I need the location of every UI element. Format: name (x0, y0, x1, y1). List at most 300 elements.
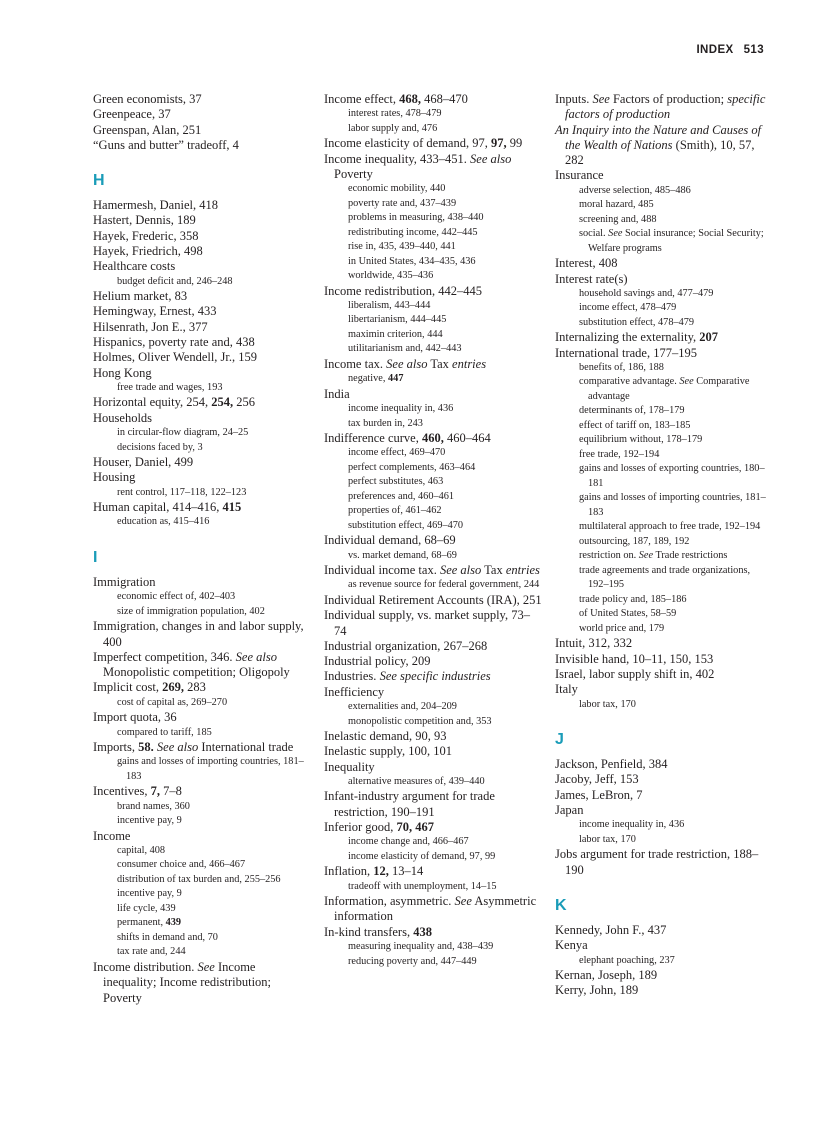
entry-text: distribution of tax burden and, 255–256 (117, 873, 281, 885)
index-entry (93, 680, 311, 695)
italic-text: See (197, 959, 215, 974)
entry-text: Tax (481, 563, 506, 578)
entry-text: Inelastic demand, 90, 93 (324, 729, 447, 744)
entry-text: 468–470 (420, 92, 468, 106)
entry-text: labor supply and, 476 (348, 122, 438, 134)
index-subentry (555, 535, 773, 550)
index-entry (555, 346, 773, 361)
entry-text: shifts in demand and, 70 (117, 931, 218, 943)
entry-text: Inefficiency (324, 684, 385, 699)
entry-text: Infant-industry argument for trade restriction, 190–191 (324, 789, 495, 819)
index-entry (93, 289, 311, 304)
entry-text: 283 (183, 680, 206, 695)
index-subentry (555, 375, 773, 404)
entry-text: externalities and, 204–209 (348, 701, 457, 713)
page-ref-bold: 447 (388, 373, 404, 385)
entry-text: moral hazard, 485 (579, 199, 654, 211)
index-subentry (93, 515, 311, 530)
entry-text: Individual Retirement Accounts (IRA), 251 (324, 592, 542, 607)
entry-text: Kenya (555, 938, 588, 953)
entry-text: Inelastic supply, 100, 101 (324, 744, 452, 759)
index-subentry (324, 197, 542, 212)
page-ref-bold: 460, (421, 431, 444, 446)
entry-text: poverty rate and, 437–439 (348, 197, 457, 209)
index-subentry (555, 491, 773, 520)
index-entry (93, 335, 311, 350)
index-entry (555, 772, 773, 787)
index-subentry (324, 940, 542, 955)
italic-text: See (592, 92, 610, 106)
entry-text: Houser, Daniel, 499 (93, 455, 194, 470)
italic-text: See also (235, 649, 277, 664)
entry-text: income inequality in, 436 (579, 819, 685, 831)
entry-text: Industrial organization, 267–268 (324, 638, 488, 653)
entry-text: 460–464 (443, 431, 491, 446)
entry-text: gains and losses of importing countries, 181–183 (117, 756, 304, 782)
index-subentry (324, 255, 542, 270)
index-subentry (555, 184, 773, 199)
section-letter (555, 896, 773, 916)
index-entry (324, 789, 542, 820)
italic-text: See also (470, 151, 512, 166)
index-subentry (555, 462, 773, 491)
entry-text: Social insurance; Social Security; Welfare programs (588, 228, 764, 254)
index-subentry (324, 850, 542, 865)
entry-text: 99 (506, 136, 523, 151)
entry-text: benefits of, 186, 188 (579, 361, 664, 373)
entry-text: Healthcare costs (93, 259, 176, 274)
index-entry (93, 213, 311, 228)
entry-text: Hayek, Friedrich, 498 (93, 244, 203, 259)
entry-text: interest rates, 478–479 (348, 108, 442, 120)
index-subentry (93, 696, 311, 711)
page-number: 513 (743, 44, 764, 56)
entry-text: Imperfect competition, 346. (93, 649, 236, 664)
entry-text: Holmes, Oliver Wendell, Jr., 159 (93, 350, 258, 365)
entry-text: education as, 415–416 (117, 516, 210, 528)
entry-text: Import quota, 36 (93, 710, 177, 725)
entry-text: Implicit cost, (93, 680, 163, 695)
index-subentry (93, 873, 311, 888)
index-entry (324, 136, 542, 151)
entry-text: Individual demand, 68–69 (324, 533, 456, 548)
entry-text: Trade restrictions (653, 550, 728, 562)
index-entry (324, 639, 542, 654)
index-subentry (324, 342, 542, 357)
entry-text: of United States, 58–59 (579, 608, 677, 620)
entry-text: world price and, 179 (579, 622, 665, 634)
index-entry (324, 925, 542, 940)
index-entry (324, 608, 542, 639)
index-subentry (93, 844, 311, 859)
page-ref-bold: 438 (413, 924, 432, 939)
entry-text: income elasticity of demand, 97, 99 (348, 850, 496, 862)
entry-text: social. (579, 228, 609, 240)
entry-text: in United States, 434–435, 436 (348, 255, 476, 267)
entry-text: I (93, 548, 98, 566)
index-entry (93, 350, 311, 365)
entry-text: free trade, 192–194 (579, 448, 660, 460)
index-entry (93, 575, 311, 590)
entry-text: incentive pay, 9 (117, 815, 182, 827)
index-subentry (324, 182, 542, 197)
entry-text: incentive pay, 9 (117, 888, 182, 900)
index-subentry (324, 211, 542, 226)
entry-text: permanent, (117, 917, 166, 929)
entry-text: reducing poverty and, 447–449 (348, 955, 477, 967)
entry-text: Tax (427, 356, 453, 371)
entry-text: Intuit, 312, 332 (555, 636, 633, 651)
index-entry (324, 152, 542, 183)
index-entry (324, 284, 542, 299)
entry-text: Hemingway, Ernest, 433 (93, 304, 217, 319)
index-column-1 (93, 92, 311, 1006)
index-entry (555, 652, 773, 667)
entry-text: Hamermesh, Daniel, 418 (93, 198, 218, 213)
entry-text: rise in, 435, 439–440, 441 (348, 241, 456, 253)
entry-text: tax rate and, 244 (117, 946, 186, 958)
entry-text: Income inequality, 433–451. (324, 151, 471, 166)
index-entry (93, 244, 311, 259)
index-subentry (324, 107, 542, 122)
entry-text: Internalizing the externality, (555, 330, 700, 345)
index-subentry (93, 486, 311, 501)
section-letter (555, 730, 773, 750)
page-ref-bold: 7, (150, 784, 160, 799)
entry-text: Hastert, Dennis, 189 (93, 213, 196, 228)
page-ref-bold: 467 (415, 820, 435, 835)
index-entry (555, 168, 773, 183)
index-subentry (93, 381, 311, 396)
index-entry (324, 729, 542, 744)
index-subentry (93, 590, 311, 605)
page-ref-bold: 58. (138, 740, 154, 755)
index-column-3 (555, 92, 773, 999)
index-entry (93, 138, 311, 153)
entry-text: negative, (348, 373, 389, 385)
index-entry (93, 320, 311, 335)
index-subentry (93, 916, 311, 931)
page-ref-bold: 207 (699, 330, 719, 345)
index-entry (324, 864, 542, 879)
entry-text: Hong Kong (93, 365, 152, 380)
index-entry (555, 636, 773, 651)
entry-text: income inequality in, 436 (348, 403, 454, 415)
index-entry (555, 938, 773, 953)
entry-text: In-kind transfers, (324, 924, 414, 939)
index-subentry (324, 328, 542, 343)
index-subentry (324, 955, 542, 970)
entry-text: Income inequality; Income redistribution; Poverty (103, 959, 272, 1005)
entry-text: 7–8 (160, 784, 182, 799)
index-subentry (324, 578, 542, 593)
entry-text: Factors of production; (609, 92, 728, 106)
entry-text: Inferior good, (324, 820, 397, 835)
index-entry (93, 455, 311, 470)
entry-text: outsourcing, 187, 189, 192 (579, 535, 690, 547)
index-subentry (324, 417, 542, 432)
index-subentry (555, 698, 773, 713)
entry-text: Industrial policy, 209 (324, 654, 431, 669)
index-entry (324, 894, 542, 925)
index-subentry (555, 520, 773, 535)
entry-text: size of immigration population, 402 (117, 605, 265, 617)
index-entry (93, 960, 311, 1006)
index-entry (555, 256, 773, 271)
entry-text: effect of tariff on, 183–185 (579, 419, 691, 431)
entry-text: (Smith), 10, 57, 282 (565, 137, 755, 168)
entry-text: substitution effect, 478–479 (579, 316, 695, 328)
italic-text: An Inquiry into the Nature and Causes of the Wealth of Nations (555, 122, 762, 152)
entry-text: substitution effect, 469–470 (348, 519, 464, 531)
italic-text: entries (452, 356, 487, 371)
index-subentry (555, 564, 773, 593)
index-subentry (555, 419, 773, 434)
page-ref-bold: 269, (162, 680, 184, 695)
entry-text: redistributing income, 442–445 (348, 226, 478, 238)
index-subentry (324, 504, 542, 519)
entry-text: Hilsenrath, Jon E., 377 (93, 319, 208, 334)
index-entry (324, 357, 542, 372)
index-entry (555, 968, 773, 983)
running-header (696, 44, 764, 56)
entry-text: Households (93, 410, 153, 425)
entry-text: measuring inequality and, 438–439 (348, 941, 494, 953)
entry-text: tax burden in, 243 (348, 417, 423, 429)
entry-text: screening and, 488 (579, 213, 657, 225)
index-entry (555, 272, 773, 287)
italic-text: See also (156, 740, 199, 755)
index-entry (555, 330, 773, 345)
entry-text: Green economists, 37 (93, 92, 202, 106)
italic-text: See (638, 550, 654, 562)
entry-text: income change and, 466–467 (348, 836, 469, 848)
entry-text: trade agreements and trade organizations, 192–195 (579, 564, 751, 591)
entry-text: Incentives, (93, 784, 151, 799)
entry-text: perfect complements, 463–464 (348, 461, 476, 473)
index-entry (555, 788, 773, 803)
index-entry (324, 563, 542, 578)
entry-text: multilateral approach to free trade, 192–194 (579, 521, 761, 533)
index-subentry (93, 441, 311, 456)
index-entry (93, 470, 311, 485)
entry-text: preferences and, 460–461 (348, 490, 455, 502)
index-entry (324, 685, 542, 700)
entry-text: gains and losses of exporting countries, 180–181 (579, 463, 765, 489)
entry-text: Income redistribution, 442–445 (324, 283, 482, 298)
entry-text: Kerry, John, 189 (555, 983, 639, 998)
entry-text: Helium market, 83 (93, 289, 188, 304)
entry-text: International trade, 177–195 (555, 345, 697, 360)
entry-text: in circular-flow diagram, 24–25 (117, 427, 249, 439)
index-subentry (555, 818, 773, 833)
index-entry (93, 500, 311, 515)
entry-text: vs. market demand, 68–69 (348, 549, 457, 561)
header-title: INDEX (696, 44, 734, 56)
entry-text: H (93, 172, 105, 190)
entry-text: decisions faced by, 3 (117, 441, 203, 453)
entry-text: as revenue source for federal government, 244 (348, 579, 540, 591)
entry-text: rent control, 117–118, 122–123 (117, 486, 247, 498)
index-entry (93, 229, 311, 244)
entry-text: equilibrium without, 178–179 (579, 434, 703, 446)
index-subentry (324, 122, 542, 137)
index-entry (93, 107, 311, 122)
entry-text: Kennedy, John F., 437 (555, 922, 667, 937)
entry-text: restriction on. (579, 550, 639, 562)
entry-text: elephant poaching, 237 (579, 954, 675, 966)
index-subentry (324, 519, 542, 534)
index-subentry (555, 227, 773, 256)
index-subentry (93, 902, 311, 917)
index-subentry (555, 433, 773, 448)
index-entry (93, 650, 311, 681)
index-subentry (324, 700, 542, 715)
italic-text: specific factors of production (565, 92, 766, 122)
entry-text: Jackson, Penfield, 384 (555, 757, 668, 772)
index-subentry (93, 605, 311, 620)
entry-text: utilitarianism and, 442–443 (348, 343, 462, 355)
italic-text: See (679, 376, 694, 388)
entry-text: brand names, 360 (117, 800, 190, 812)
index-entry (93, 198, 311, 213)
entry-text: maximin criterion, 444 (348, 328, 443, 340)
entry-text: India (324, 386, 350, 401)
index-entry (555, 923, 773, 938)
italic-text: See (454, 894, 472, 909)
index-entry (324, 669, 542, 684)
index-subentry (324, 880, 542, 895)
index-subentry (555, 607, 773, 622)
index-entry (324, 92, 542, 107)
index-entry (324, 431, 542, 446)
index-entry (324, 760, 542, 775)
entry-text: determinants of, 178–179 (579, 405, 685, 417)
entry-text: Insurance (555, 168, 604, 183)
entry-text: income effect, 469–470 (348, 447, 446, 459)
page-ref-bold: 12, (373, 864, 389, 879)
index-entry (555, 757, 773, 772)
index-subentry (555, 361, 773, 376)
index-subentry (324, 269, 542, 284)
page-ref-bold: 468, (399, 92, 421, 106)
entry-text: problems in measuring, 438–440 (348, 212, 484, 224)
entry-text: alternative measures of, 439–440 (348, 775, 485, 787)
index-entry (555, 123, 773, 169)
index-entry (324, 533, 542, 548)
entry-text: Human capital, 414–416, (93, 500, 223, 515)
entry-text: economic effect of, 402–403 (117, 591, 236, 603)
entry-text: Comparative advantage (588, 376, 750, 402)
entry-text: Interest, 408 (555, 256, 618, 271)
entry-text: Housing (93, 470, 136, 485)
entry-text: Monopolistic competition; Oligopoly (103, 665, 290, 680)
entry-text: Immigration, changes in and labor supply, 400 (93, 619, 304, 649)
index-subentry (555, 448, 773, 463)
index-entry (555, 983, 773, 998)
index-entry (93, 366, 311, 381)
entry-text: libertarianism, 444–445 (348, 314, 447, 326)
entry-text: perfect substitutes, 463 (348, 476, 444, 488)
index-subentry (93, 814, 311, 829)
entry-text: Information, asymmetric. (324, 894, 455, 909)
entry-text: Jobs argument for trade restriction, 188–190 (555, 847, 759, 877)
index-entry (93, 395, 311, 410)
index-subentry (93, 755, 311, 784)
entry-text: Income tax. (324, 356, 387, 371)
index-subentry (93, 858, 311, 873)
entry-text: Poverty (334, 166, 373, 181)
italic-text: See also (439, 563, 482, 578)
entry-text: Kernan, Joseph, 189 (555, 968, 658, 983)
index-subentry (324, 299, 542, 314)
index-subentry (324, 775, 542, 790)
entry-text: Horizontal equity, 254, (93, 395, 212, 410)
index-subentry (555, 301, 773, 316)
index-subentry (324, 313, 542, 328)
entry-text: International trade (198, 740, 294, 755)
index-entry (324, 387, 542, 402)
page-ref-bold: 97, (490, 136, 507, 151)
index-subentry (555, 622, 773, 637)
entry-text: 13–14 (388, 864, 424, 879)
entry-text: Hayek, Frederic, 358 (93, 228, 199, 243)
entry-text: 256 (233, 395, 256, 410)
index-entry (93, 123, 311, 138)
index-column-2 (324, 92, 542, 969)
entry-text: Individual income tax. (324, 563, 440, 578)
index-entry (555, 682, 773, 697)
section-letter (93, 171, 311, 191)
index-entry (324, 654, 542, 669)
index-entry (93, 259, 311, 274)
page-ref-bold: 415 (222, 500, 242, 515)
entry-text: income effect, 478–479 (579, 302, 677, 314)
index-subentry (324, 372, 542, 387)
entry-text: worldwide, 435–436 (348, 270, 434, 282)
entry-text: Invisible hand, 10–11, 150, 153 (555, 651, 714, 666)
entry-text: Income effect, (324, 92, 400, 106)
entry-text: properties of, 461–462 (348, 505, 442, 517)
entry-text: “Guns and butter” tradeoff, 4 (93, 137, 239, 152)
index-entry (93, 710, 311, 725)
entry-text: Indifference curve, (324, 431, 422, 446)
entry-text: Immigration (93, 574, 156, 589)
index-subentry (555, 287, 773, 302)
index-subentry (324, 490, 542, 505)
entry-text: consumer choice and, 466–467 (117, 859, 246, 871)
entry-text: free trade and wages, 193 (117, 381, 223, 393)
index-subentry (555, 833, 773, 848)
entry-text: Income elasticity of demand, 97, (324, 136, 491, 151)
index-entry (324, 820, 542, 835)
entry-text: K (555, 896, 567, 914)
page-ref-bold: 254, (211, 395, 234, 410)
entry-text: Inputs. (555, 92, 593, 106)
index-subentry (324, 402, 542, 417)
index-subentry (93, 426, 311, 441)
entry-text: Greenspan, Alan, 251 (93, 122, 202, 137)
entry-text: life cycle, 439 (117, 902, 176, 914)
index-subentry (324, 461, 542, 476)
entry-text: Greenpeace, 37 (93, 107, 171, 122)
entry-text: Japan (555, 803, 584, 818)
index-subentry (93, 800, 311, 815)
index-subentry (324, 446, 542, 461)
entry-text: Individual supply, vs. market supply, 73–74 (324, 608, 530, 638)
index-entry (555, 803, 773, 818)
index-subentry (324, 240, 542, 255)
